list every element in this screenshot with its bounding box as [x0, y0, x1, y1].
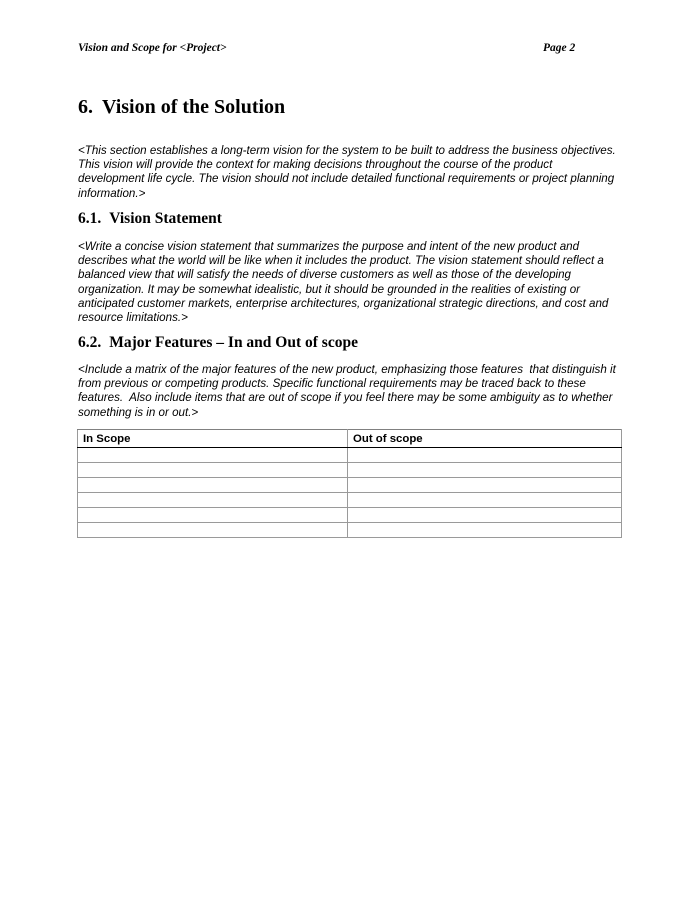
- table-cell-out-of-scope[interactable]: [348, 478, 622, 493]
- table-cell-in-scope[interactable]: [78, 508, 348, 523]
- table-cell-out-of-scope[interactable]: [348, 508, 622, 523]
- table-cell-in-scope[interactable]: [78, 523, 348, 538]
- running-header-page-number: Page 2: [543, 42, 576, 54]
- scope-table-body: [78, 448, 622, 538]
- table-cell-in-scope[interactable]: [78, 463, 348, 478]
- paragraph-section-6-1: <Write a concise vision statement that summarizes the purpose and intent of the new product and describes what the world will be like when it includes the product. The vision statement should reflect a balanced view that will satisfy the needs of diverse customers as well as those of the developing organization. It may be somewhat idealistic, but it should be grounded in the realities of existing or anticipated customer markets, enterprise architectures, organizational strategic directions, and cost and resource limitations.>: [78, 240, 612, 325]
- heading-section-6-1-number: 6.1.: [78, 210, 102, 227]
- heading-section-6-title: Vision of the Solution: [102, 96, 286, 118]
- table-row: [78, 523, 622, 538]
- heading-section-6-2-title: Major Features – In and Out of scope: [109, 334, 358, 351]
- paragraph-section-6-2: <Include a matrix of the major features of the new product, emphasizing those features that distinguish it from previous or competing products. Specific functional requirements may be traced back to these features. Also include items that are out of scope if you feel there may be some ambiguity as to whether something is in or out.>: [78, 363, 620, 419]
- heading-section-6-1: [78, 209, 222, 228]
- table-row: [78, 493, 622, 508]
- table-cell-out-of-scope[interactable]: [348, 448, 622, 463]
- table-cell-in-scope[interactable]: [78, 478, 348, 493]
- table-row: [78, 463, 622, 478]
- running-header: [78, 40, 578, 56]
- column-header-in-scope: In Scope: [78, 430, 348, 448]
- heading-section-6-2-number: 6.2.: [78, 334, 102, 351]
- heading-section-6-number: 6.: [78, 96, 93, 118]
- scope-matrix-table: [77, 429, 622, 538]
- table-cell-in-scope[interactable]: [78, 493, 348, 508]
- table-cell-out-of-scope[interactable]: [348, 493, 622, 508]
- paragraph-section-6: <This section establishes a long-term vision for the system to be built to address the business objectives. This vision will provide the context for making decisions throughout the course of the product development life cycle. The vision should not include detailed functional requirements or project planning information.>: [78, 144, 620, 200]
- heading-section-6: [78, 95, 285, 119]
- table-row: [78, 448, 622, 463]
- table-row: [78, 508, 622, 523]
- running-header-title: Vision and Scope for <Project>: [78, 42, 227, 54]
- heading-section-6-2: [78, 333, 358, 352]
- table-cell-out-of-scope[interactable]: [348, 463, 622, 478]
- table-row: [78, 478, 622, 493]
- table-cell-in-scope[interactable]: [78, 448, 348, 463]
- table-header-row: [78, 430, 622, 448]
- scope-table-head: [78, 430, 622, 448]
- column-header-out-of-scope: Out of scope: [348, 430, 622, 448]
- table-cell-out-of-scope[interactable]: [348, 523, 622, 538]
- heading-section-6-1-title: Vision Statement: [109, 210, 222, 227]
